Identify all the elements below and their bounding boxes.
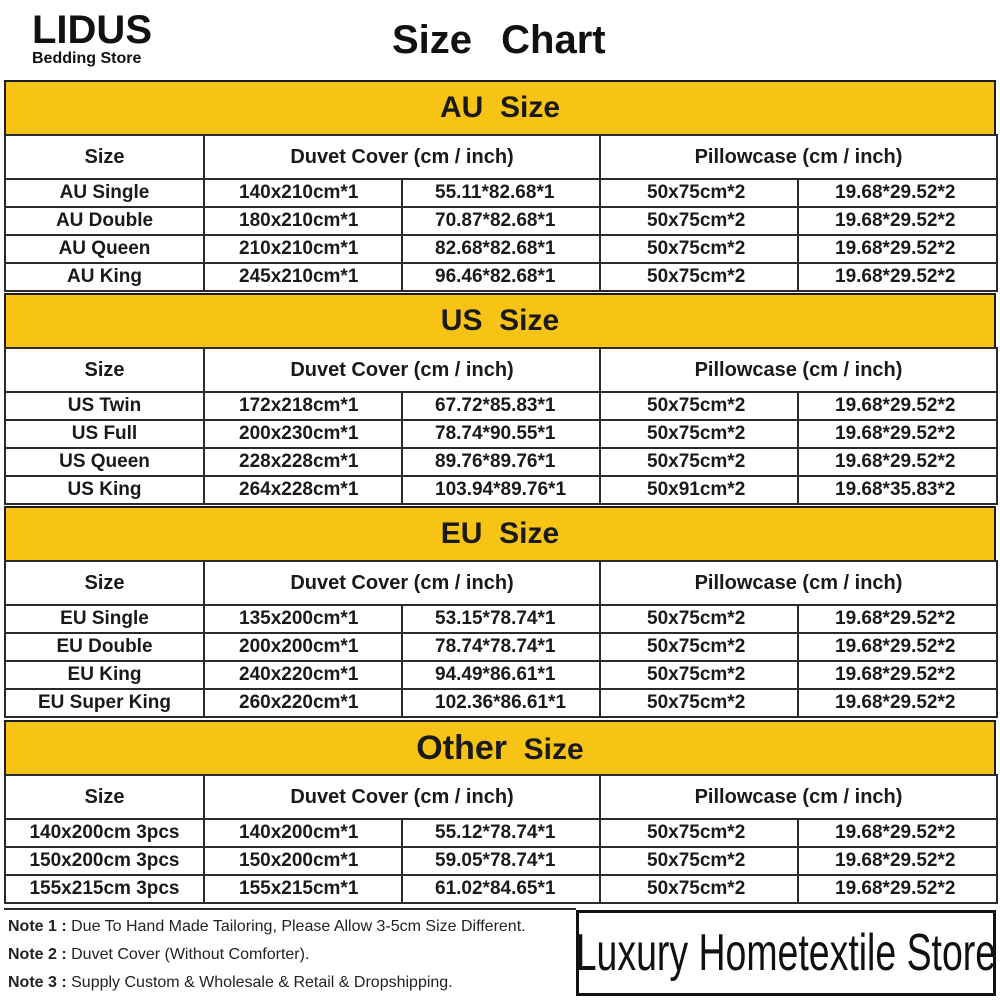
note-text: Supply Custom & Wholesale & Retail & Dropshipping.	[71, 974, 453, 991]
duvet-cm-cell: 150x200cm*1	[204, 847, 402, 875]
note-text: Duvet Cover (Without Comforter).	[71, 946, 310, 963]
duvet-inch-cell: 94.49*86.61*1	[402, 661, 600, 689]
pillow-inch-cell: 19.68*35.83*2	[798, 476, 997, 504]
duvet-cm-cell: 200x230cm*1	[204, 420, 402, 448]
size-table	[4, 774, 998, 904]
size-cell: AU King	[5, 263, 204, 291]
size-cell: AU Double	[5, 207, 204, 235]
header	[0, 0, 1000, 80]
pillow-inch-cell: 19.68*29.52*2	[798, 392, 997, 420]
size-header: Size	[5, 561, 204, 605]
duvet-inch-cell: 70.87*82.68*1	[402, 207, 600, 235]
pillow-cm-cell: 50x75cm*2	[600, 179, 798, 207]
section-word: Size	[499, 304, 560, 337]
pillow-inch-cell: 19.68*29.52*2	[798, 207, 997, 235]
table-row	[5, 661, 997, 689]
table-row	[5, 448, 997, 476]
table-row	[5, 605, 997, 633]
size-cell: EU Double	[5, 633, 204, 661]
pillow-inch-cell: 19.68*29.52*2	[798, 263, 997, 291]
size-cell: AU Queen	[5, 235, 204, 263]
duvet-cm-cell: 140x200cm*1	[204, 819, 402, 847]
duvet-cm-cell: 155x215cm*1	[204, 875, 402, 903]
duvet-cm-cell: 245x210cm*1	[204, 263, 402, 291]
duvet-cm-cell: 240x220cm*1	[204, 661, 402, 689]
duvet-cm-cell: 228x228cm*1	[204, 448, 402, 476]
size-cell: 140x200cm 3pcs	[5, 819, 204, 847]
section-us	[4, 293, 996, 507]
size-header: Size	[5, 348, 204, 392]
duvet-inch-cell: 89.76*89.76*1	[402, 448, 600, 476]
duvet-cm-cell: 210x210cm*1	[204, 235, 402, 263]
section-word: Size	[499, 91, 561, 124]
size-header: Size	[5, 135, 204, 179]
duvet-inch-cell: 55.11*82.68*1	[402, 179, 600, 207]
section-title	[441, 304, 559, 338]
pillowcase-header: Pillowcase (cm / inch)	[600, 775, 997, 819]
table-row	[5, 875, 997, 903]
size-cell: EU Super King	[5, 689, 204, 717]
store-banner-text: Luxury Hometextile Store	[575, 924, 997, 982]
size-cell: AU Single	[5, 179, 204, 207]
section-region: Other	[416, 728, 507, 767]
table-row	[5, 819, 997, 847]
store-banner	[576, 910, 996, 996]
table-header-row	[5, 775, 997, 819]
pillow-cm-cell: 50x91cm*2	[600, 476, 798, 504]
duvet-cm-cell: 140x210cm*1	[204, 179, 402, 207]
pillow-inch-cell: 19.68*29.52*2	[798, 847, 997, 875]
duvet-cm-cell: 135x200cm*1	[204, 605, 402, 633]
pillow-cm-cell: 50x75cm*2	[600, 263, 798, 291]
duvet-cm-cell: 180x210cm*1	[204, 207, 402, 235]
note-label: Note 2 :	[8, 946, 67, 963]
pillowcase-header: Pillowcase (cm / inch)	[600, 135, 997, 179]
table-row	[5, 633, 997, 661]
pillow-cm-cell: 50x75cm*2	[600, 661, 798, 689]
duvet-header: Duvet Cover (cm / inch)	[204, 135, 600, 179]
brand-subtitle: Bedding Store	[32, 50, 142, 67]
pillow-inch-cell: 19.68*29.52*2	[798, 689, 997, 717]
pillow-cm-cell: 50x75cm*2	[600, 875, 798, 903]
table-row	[5, 179, 997, 207]
pillow-cm-cell: 50x75cm*2	[600, 633, 798, 661]
duvet-inch-cell: 103.94*89.76*1	[402, 476, 600, 504]
pillow-inch-cell: 19.68*29.52*2	[798, 179, 997, 207]
section-banner	[4, 293, 996, 349]
size-cell: EU King	[5, 661, 204, 689]
note-text: Due To Hand Made Tailoring, Please Allow 3-5cm Size Different.	[71, 918, 526, 935]
duvet-inch-cell: 78.74*90.55*1	[402, 420, 600, 448]
pillow-cm-cell: 50x75cm*2	[600, 847, 798, 875]
size-cell: US Queen	[5, 448, 204, 476]
duvet-header: Duvet Cover (cm / inch)	[204, 561, 600, 605]
table-row	[5, 420, 997, 448]
chart-title: Size Chart	[392, 18, 606, 62]
size-cell: US Twin	[5, 392, 204, 420]
table-header-row	[5, 561, 997, 605]
size-header: Size	[5, 775, 204, 819]
pillow-cm-cell: 50x75cm*2	[600, 235, 798, 263]
note-label: Note 1 :	[8, 918, 67, 935]
section-eu	[4, 506, 996, 720]
section-region: US	[440, 304, 483, 337]
size-table	[4, 560, 998, 718]
duvet-cm-cell: 172x218cm*1	[204, 392, 402, 420]
duvet-inch-cell: 96.46*82.68*1	[402, 263, 600, 291]
table-row	[5, 476, 997, 504]
section-banner	[4, 80, 996, 136]
section-title	[416, 729, 583, 768]
table-header-row	[5, 348, 997, 392]
duvet-inch-cell: 102.36*86.61*1	[402, 689, 600, 717]
note-label: Note 3 :	[8, 974, 67, 991]
section-region: AU	[439, 91, 484, 124]
table-row	[5, 392, 997, 420]
table-row	[5, 263, 997, 291]
section-title	[441, 517, 559, 551]
pillowcase-header: Pillowcase (cm / inch)	[600, 561, 997, 605]
section-title	[440, 91, 560, 125]
pillow-cm-cell: 50x75cm*2	[600, 689, 798, 717]
section-au	[4, 80, 996, 294]
pillow-inch-cell: 19.68*29.52*2	[798, 448, 997, 476]
section-region: EU	[440, 517, 483, 550]
size-cell: US King	[5, 476, 204, 504]
duvet-inch-cell: 78.74*78.74*1	[402, 633, 600, 661]
duvet-header: Duvet Cover (cm / inch)	[204, 775, 600, 819]
duvet-cm-cell: 200x200cm*1	[204, 633, 402, 661]
section-other	[4, 720, 996, 908]
pillow-cm-cell: 50x75cm*2	[600, 207, 798, 235]
duvet-inch-cell: 59.05*78.74*1	[402, 847, 600, 875]
table-row	[5, 235, 997, 263]
duvet-inch-cell: 61.02*84.65*1	[402, 875, 600, 903]
pillow-inch-cell: 19.68*29.52*2	[798, 420, 997, 448]
duvet-cm-cell: 260x220cm*1	[204, 689, 402, 717]
note-3	[8, 974, 453, 992]
pillow-cm-cell: 50x75cm*2	[600, 819, 798, 847]
size-cell: 155x215cm 3pcs	[5, 875, 204, 903]
table-row	[5, 847, 997, 875]
pillow-inch-cell: 19.68*29.52*2	[798, 875, 997, 903]
pillow-inch-cell: 19.68*29.52*2	[798, 633, 997, 661]
size-table	[4, 134, 998, 292]
table-row	[5, 207, 997, 235]
pillow-inch-cell: 19.68*29.52*2	[798, 235, 997, 263]
note-1	[8, 918, 526, 936]
duvet-inch-cell: 82.68*82.68*1	[402, 235, 600, 263]
size-cell: US Full	[5, 420, 204, 448]
pillow-cm-cell: 50x75cm*2	[600, 420, 798, 448]
table-row	[5, 689, 997, 717]
duvet-header: Duvet Cover (cm / inch)	[204, 348, 600, 392]
section-banner	[4, 720, 996, 776]
brand-name: LIDUS	[32, 8, 152, 52]
size-cell: EU Single	[5, 605, 204, 633]
notes	[4, 908, 576, 996]
pillowcase-header: Pillowcase (cm / inch)	[600, 348, 997, 392]
pillow-cm-cell: 50x75cm*2	[600, 392, 798, 420]
pillow-inch-cell: 19.68*29.52*2	[798, 661, 997, 689]
pillow-inch-cell: 19.68*29.52*2	[798, 819, 997, 847]
note-2	[8, 946, 309, 964]
duvet-inch-cell: 53.15*78.74*1	[402, 605, 600, 633]
size-cell: 150x200cm 3pcs	[5, 847, 204, 875]
section-word: Size	[499, 517, 560, 550]
section-banner	[4, 506, 996, 562]
pillow-cm-cell: 50x75cm*2	[600, 448, 798, 476]
pillow-inch-cell: 19.68*29.52*2	[798, 605, 997, 633]
duvet-inch-cell: 55.12*78.74*1	[402, 819, 600, 847]
duvet-inch-cell: 67.72*85.83*1	[402, 392, 600, 420]
duvet-cm-cell: 264x228cm*1	[204, 476, 402, 504]
pillow-cm-cell: 50x75cm*2	[600, 605, 798, 633]
section-word: Size	[523, 732, 584, 766]
size-table	[4, 347, 998, 505]
table-header-row	[5, 135, 997, 179]
